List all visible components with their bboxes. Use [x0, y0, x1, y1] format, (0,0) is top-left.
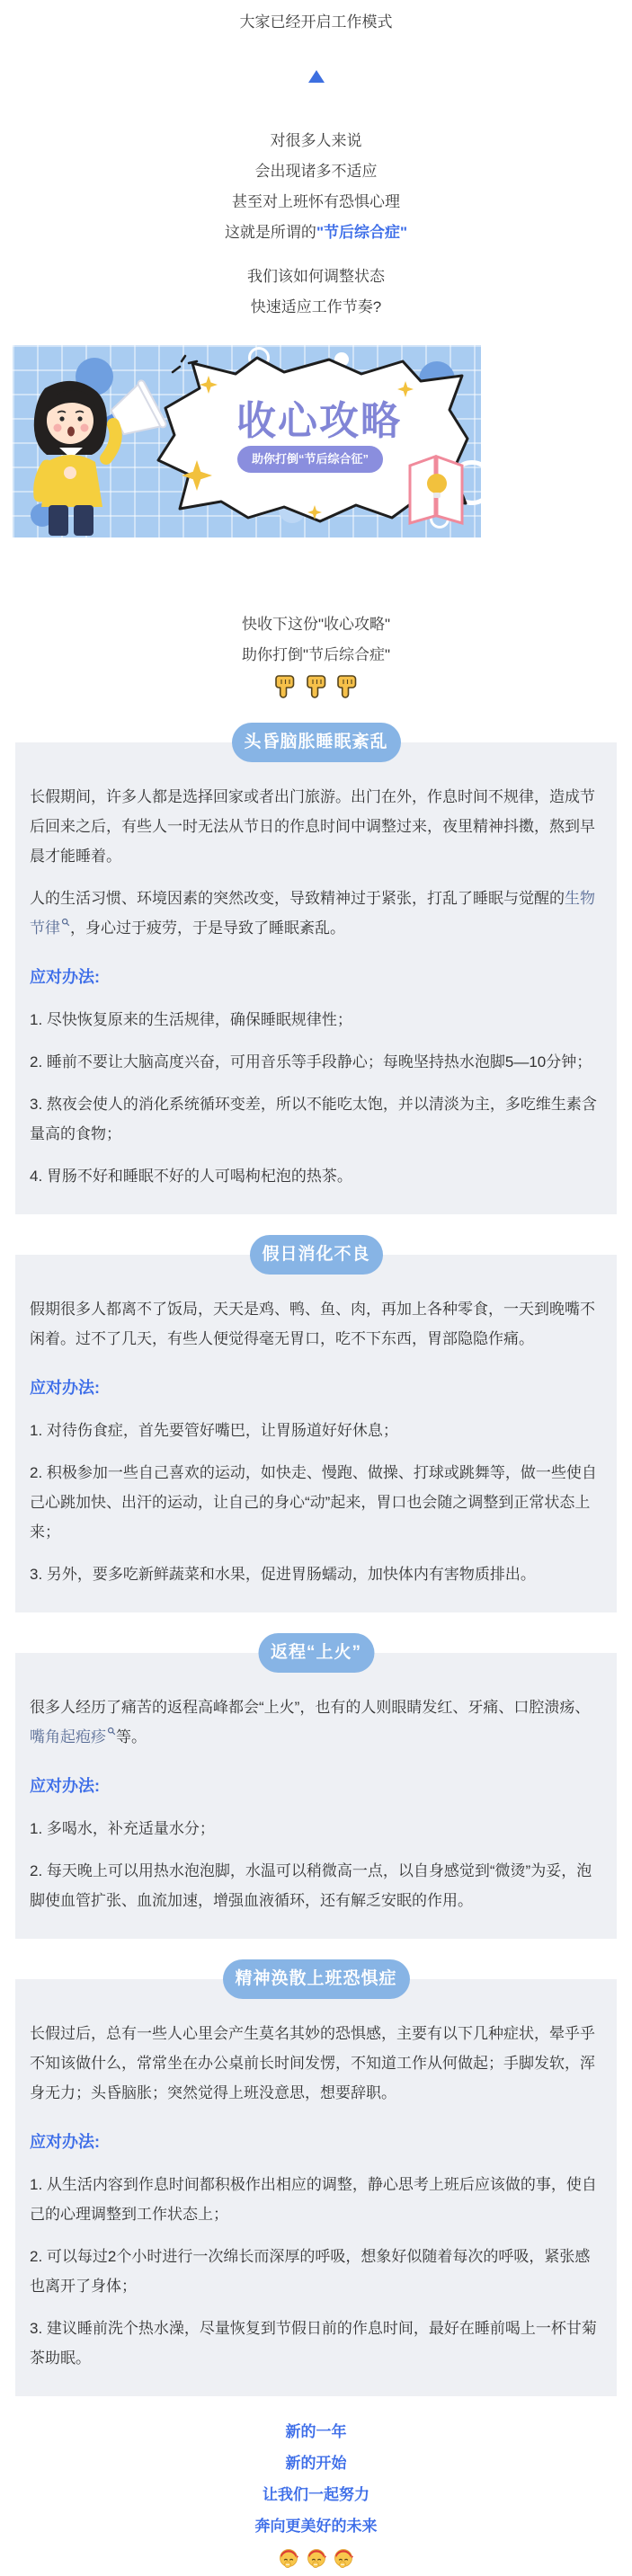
outro-line: 奔向更美好的未来 — [254, 2518, 378, 2535]
banner-title: 收心攻略 — [236, 399, 402, 443]
sparkle-icon — [307, 505, 322, 520]
section-title: 返程“上火” — [270, 1643, 362, 1662]
measure-item: 1. 对待伤食症，首先要管好嘴巴，让胃肠道好好休息； — [30, 1422, 398, 1439]
sparkle-icon — [182, 460, 212, 491]
point-down-hand-icon — [306, 674, 327, 699]
text-segment: 等。 — [116, 1728, 147, 1745]
section-indigestion — [15, 1245, 617, 1612]
section-sleep-disorder — [15, 733, 617, 1214]
paragraph — [30, 1692, 602, 1752]
intro-opening: 大家已经开启工作模式 — [239, 13, 393, 31]
measures-label: 应对办法: — [30, 1379, 100, 1397]
intro-question: 快速适应工作节奏? — [250, 298, 382, 315]
link-text: 生物节律 — [30, 890, 595, 937]
banner-subtitle-pill: 助你打倒“节后综合征” — [237, 446, 383, 473]
point-down-hand-icon — [336, 674, 358, 699]
point-down-hand-icon — [274, 674, 296, 699]
section-body — [15, 1255, 617, 1612]
add-oil-emoji-icon — [306, 2547, 327, 2569]
section-title: 精神涣散上班恐惧症 — [235, 1969, 397, 1988]
section-body — [15, 742, 617, 1214]
measure-item: 2. 可以每过2个小时进行一次绵长而深厚的呼吸，想象好似随着每次的呼吸，紧张感也离开了身体； — [30, 2248, 591, 2295]
measures-label: 应对办法: — [30, 2133, 100, 2151]
measure-item: 3. 建议睡前洗个热水澡，尽量恢复到节假日前的作息时间，最好在睡前喝上一杯甘菊茶助眠。 — [30, 2320, 597, 2367]
lead-section — [0, 609, 632, 701]
outro-section — [0, 2416, 632, 2576]
add-oil-emoji-icon — [278, 2547, 299, 2569]
outro-line: 让我们一起努力 — [263, 2486, 369, 2503]
magnifier-icon — [107, 1727, 116, 1736]
paragraph: 长假期间，许多人都是选择回家或者出门旅游。出门在外，作息时间不规律，造成节后回来之后，有些人一时无法从节日的作息时间中调整过来，夜里精神抖擞，熬到早晨才能睡着。 — [30, 788, 595, 865]
measure-item: 1. 尽快恢复原来的生活规律，确保睡眠规律性； — [30, 1011, 352, 1028]
section-body — [15, 1979, 617, 2396]
measures-label: 应对办法: — [30, 968, 100, 986]
intro-section — [0, 0, 632, 323]
intro-questions — [0, 262, 632, 323]
intro-line: 对很多人来说 — [270, 132, 362, 149]
text-segment: ，身心过于疲劳，于是导致了睡眠紊乱。 — [70, 919, 345, 937]
section-heat-irritation — [15, 1643, 617, 1939]
paragraph — [30, 884, 602, 943]
text-segment: 这就是所谓的 — [224, 224, 316, 241]
baike-link-cold-sore[interactable] — [30, 1728, 116, 1745]
section-title: 头昏脑胀睡眠紊乱 — [244, 733, 388, 751]
up-triangle-icon — [308, 70, 325, 83]
cheer-emoji-row — [0, 2547, 632, 2571]
section-title-pill — [222, 1959, 409, 1999]
section-body — [15, 1653, 617, 1939]
intro-lines — [0, 126, 632, 248]
paragraph: 假期很多人都离不了饭局，天天是鸡、鸭、鱼、肉，再加上各种零食，一天到晚嘴不闲着。过不了几天，有些人便觉得毫无胃口，吃不下东西，胃部隐隐作痛。 — [30, 1301, 595, 1347]
text-segment: 人的生活习惯、环境因素的突然改变，导致精神过于紧张，打乱了睡眠与觉醒的 — [30, 890, 565, 907]
triangle-row — [0, 64, 632, 94]
measure-item: 3. 另外，要多吃新鲜蔬菜和水果，促进胃肠蠕动，加快体内有害物质排出。 — [30, 1566, 536, 1583]
lead-line: 助你打倒"节后综合症" — [241, 646, 391, 663]
outro-line: 新的开始 — [285, 2455, 347, 2472]
scribble-icon — [167, 354, 203, 385]
arrow-row — [0, 674, 632, 701]
section-title-pill — [249, 1235, 382, 1275]
measure-item: 2. 每天晚上可以用热水泡泡脚，水温可以稍微高一点，以自身感觉到“微烫”为妥，泡脚使血管扩张、血流加速，增强血液循环，还有解乏安眠的作用。 — [30, 1862, 592, 1909]
intro-line: 会出现诸多不适应 — [254, 163, 378, 180]
measure-item: 4. 胃肠不好和睡眠不好的人可喝枸杞泡的热茶。 — [30, 1168, 352, 1185]
outro-line: 新的一年 — [285, 2423, 347, 2440]
intro-question: 我们该如何调整状态 — [247, 268, 385, 285]
holiday-syndrome-highlight: "节后综合症" — [316, 224, 408, 241]
measure-item: 2. 睡前不要让大脑高度兴奋，可用音乐等手段静心；每晚坚持热水泡脚5—10分钟； — [30, 1053, 592, 1070]
section-title: 假日消化不良 — [262, 1245, 370, 1264]
paragraph: 长假过后，总有一些人心里会产生莫名其妙的恐惧感，主要有以下几种症状，晕乎乎不知该做什么，常常坐在办公桌前长时间发愣，不知道工作从何做起；手脚发软，浑身无力；头昏脑胀；突然觉得上班没意思，想要辞职。 — [30, 2025, 595, 2101]
measure-item: 2. 积极参加一些自己喜欢的运动，如快走、慢跑、做操、打球或跳舞等，做一些使自己心跳加快、出汗的运动，让自己的身心“动”起来，胃口也会随之调整到正常状态上来； — [30, 1464, 597, 1541]
measure-item: 1. 多喝水，补充适量水分； — [30, 1820, 215, 1837]
measure-item: 3. 熬夜会使人的消化系统循环变差，所以不能吃太饱，并以清淡为主，多吃维生素含量高的食物； — [30, 1096, 597, 1142]
intro-line: 甚至对上班怀有恐惧心理 — [232, 193, 400, 210]
measures-label: 应对办法: — [30, 1777, 100, 1795]
magnifier-icon — [61, 918, 70, 927]
section-work-phobia — [15, 1969, 617, 2396]
book-bulb-icon — [403, 451, 473, 525]
section-title-pill — [231, 723, 400, 762]
girl-megaphone-illustration — [20, 372, 173, 537]
intro-line-highlight — [0, 218, 632, 248]
text-segment: 很多人经历了痛苦的返程高峰都会“上火”，也有的人则眼睛发红、牙痛、口腔溃疡、 — [30, 1699, 591, 1716]
add-oil-emoji-icon — [333, 2547, 354, 2569]
section-title-pill — [258, 1633, 374, 1673]
lead-line: 快收下这份"收心攻略" — [241, 616, 391, 633]
banner-image — [13, 345, 481, 537]
measure-item: 1. 从生活内容到作息时间都积极作出相应的调整，静心思考上班后应该做的事，使自己的心理调整到工作状态上； — [30, 2176, 597, 2223]
link-text: 嘴角起疱疹 — [30, 1728, 106, 1745]
